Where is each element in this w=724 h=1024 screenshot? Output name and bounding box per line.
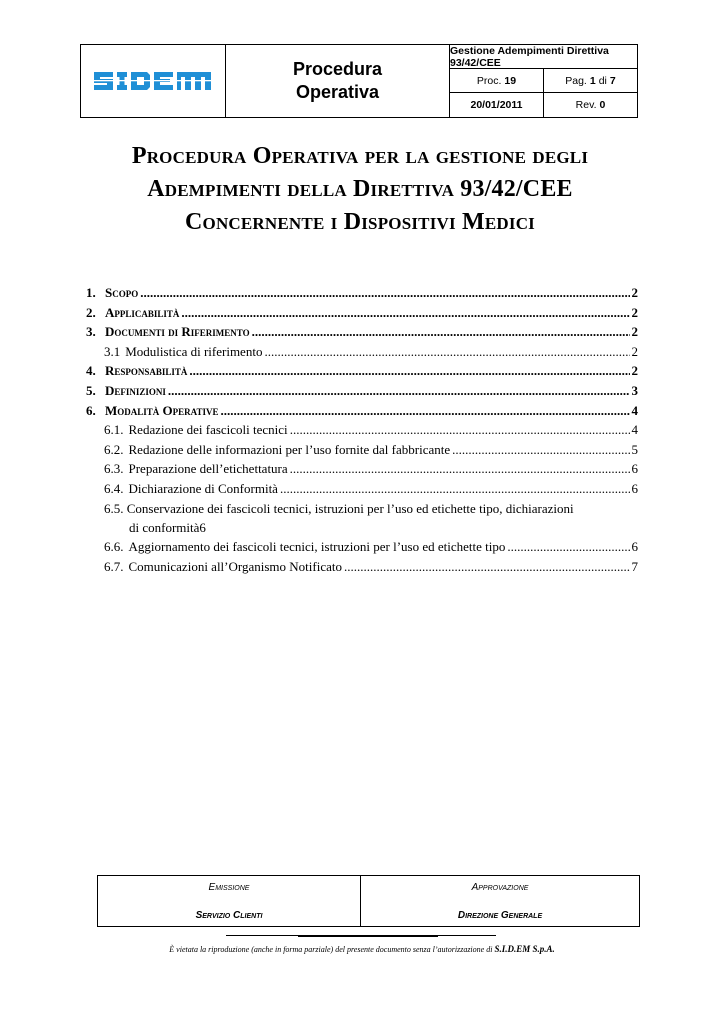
toc-entry[interactable] [86,422,638,442]
emission-column: Emissione Servizio Clienti [98,876,361,926]
toc-leader [181,305,629,321]
toc-label: Applicabilità [105,304,180,320]
document-title: Procedura Operativa per la gestione degli Adempimenti della Direttiva 93/42/CEE Concernente i Dispositivi Medici [131,143,589,235]
toc-leader [264,344,629,360]
toc-number: 5. [86,382,96,398]
toc-page: 2 [631,343,638,359]
toc-page: 2 [631,324,638,340]
page-total: 7 [609,74,616,87]
toc-leader [452,442,629,458]
toc-leader [290,422,630,438]
toc-label: Scopo [105,285,139,300]
copyright-notice: È vietata la riproduzione (anche in forma parziale) del presente documento senza l’autorizzazione di S.I.D.EM S.p.A. [169,944,555,954]
toc-label: Comunicazioni all’Organismo Notificato [128,558,342,574]
toc-number: 3.1 [104,343,121,359]
toc-entry[interactable] [86,442,638,462]
toc-number: 3. [86,324,96,340]
toc-entry[interactable] [86,539,638,559]
toc-entry[interactable] [86,324,638,344]
header-table [80,44,638,118]
toc-page: 4 [631,422,638,438]
toc-number: 1. [86,285,96,300]
toc-leader [168,383,630,399]
page-number: 1 [589,74,596,87]
approval-column: Approvazione Direzione Generale [457,882,543,921]
page-cell: Pag. 1 di 7 [544,69,637,93]
subject-text: Gestione Adempimenti Direttiva 93/42/CEE [450,44,609,69]
rev-cell: Rev. 0 [575,99,606,111]
toc-entry[interactable] [86,559,638,579]
toc-page: 6 [631,480,638,496]
toc-number: 2. [86,304,96,320]
table-of-contents [86,285,638,578]
toc-label: Preparazione dell’etichettatura [128,461,288,477]
footer-divider-accent [298,935,438,937]
toc-leader [507,539,629,555]
toc-label: Responsabilità [105,363,188,379]
toc-number: 6.6. [104,539,124,555]
toc-page: 5 [631,441,638,457]
toc-label: Redazione delle informazioni per l’uso fornite dal fabbricante [128,441,451,457]
toc-number: 6.4. [104,480,124,496]
toc-leader [344,559,630,575]
toc-page: 2 [631,304,638,320]
toc-entry[interactable] [86,461,638,481]
toc-leader [290,461,630,477]
toc-page: 3 [631,382,638,398]
toc-number: 6. [86,402,96,418]
subject-cell [450,45,637,69]
toc-label: Redazione dei fascicoli tecnici [128,422,288,438]
toc-page: 6 [631,461,638,477]
toc-leader [220,403,629,419]
toc-entry[interactable] [86,305,638,325]
toc-page: 7 [631,558,638,574]
rev-number: 0 [599,99,606,111]
toc-number: 6.2. [104,441,124,457]
toc-label: Modalità Operative [105,402,219,418]
toc-entry[interactable] [86,481,638,501]
doc-type-label: Procedura Operativa [292,59,383,102]
toc-number: 6.7. [104,558,124,574]
toc-number: 6.3. [104,461,124,477]
toc-page: 4 [631,402,638,418]
company-logo [92,68,214,94]
toc-label: Dichiarazione di Conformità [128,480,278,496]
toc-leader [189,363,629,379]
toc-number: 6.1. [104,422,124,438]
toc-page: 2 [631,285,638,300]
approval-table [97,875,640,927]
toc-entry[interactable] [86,285,638,305]
proc-cell: Proc. 19 [450,69,544,93]
proc-number: 19 [504,74,517,87]
toc-entry[interactable] [86,383,638,403]
date-cell: 20/01/2011 [450,93,544,117]
toc-label: Documenti di Riferimento [105,324,250,340]
toc-label: Aggiornamento dei fascicoli tecnici, istruzioni per l’uso ed etichette tipo [128,539,506,555]
toc-number: 4. [86,363,96,379]
logo-cell [81,45,226,117]
toc-entry[interactable] [86,363,638,383]
toc-entry[interactable] [86,403,638,423]
toc-label: Modulistica di riferimento [125,343,263,359]
toc-leader [252,324,630,340]
toc-leader [280,481,630,497]
toc-entry[interactable]: 6.5. Conservazione dei fascicoli tecnici, istruzioni per l’uso ed etichette tipo, dichiarazioni di conformità 6 [104,500,574,535]
toc-page: 6 [631,539,638,555]
toc-entry[interactable] [86,344,638,364]
toc-page: 2 [631,363,638,379]
toc-label: Definizioni [105,382,166,398]
doc-type-cell [226,45,450,117]
toc-leader [140,285,629,301]
